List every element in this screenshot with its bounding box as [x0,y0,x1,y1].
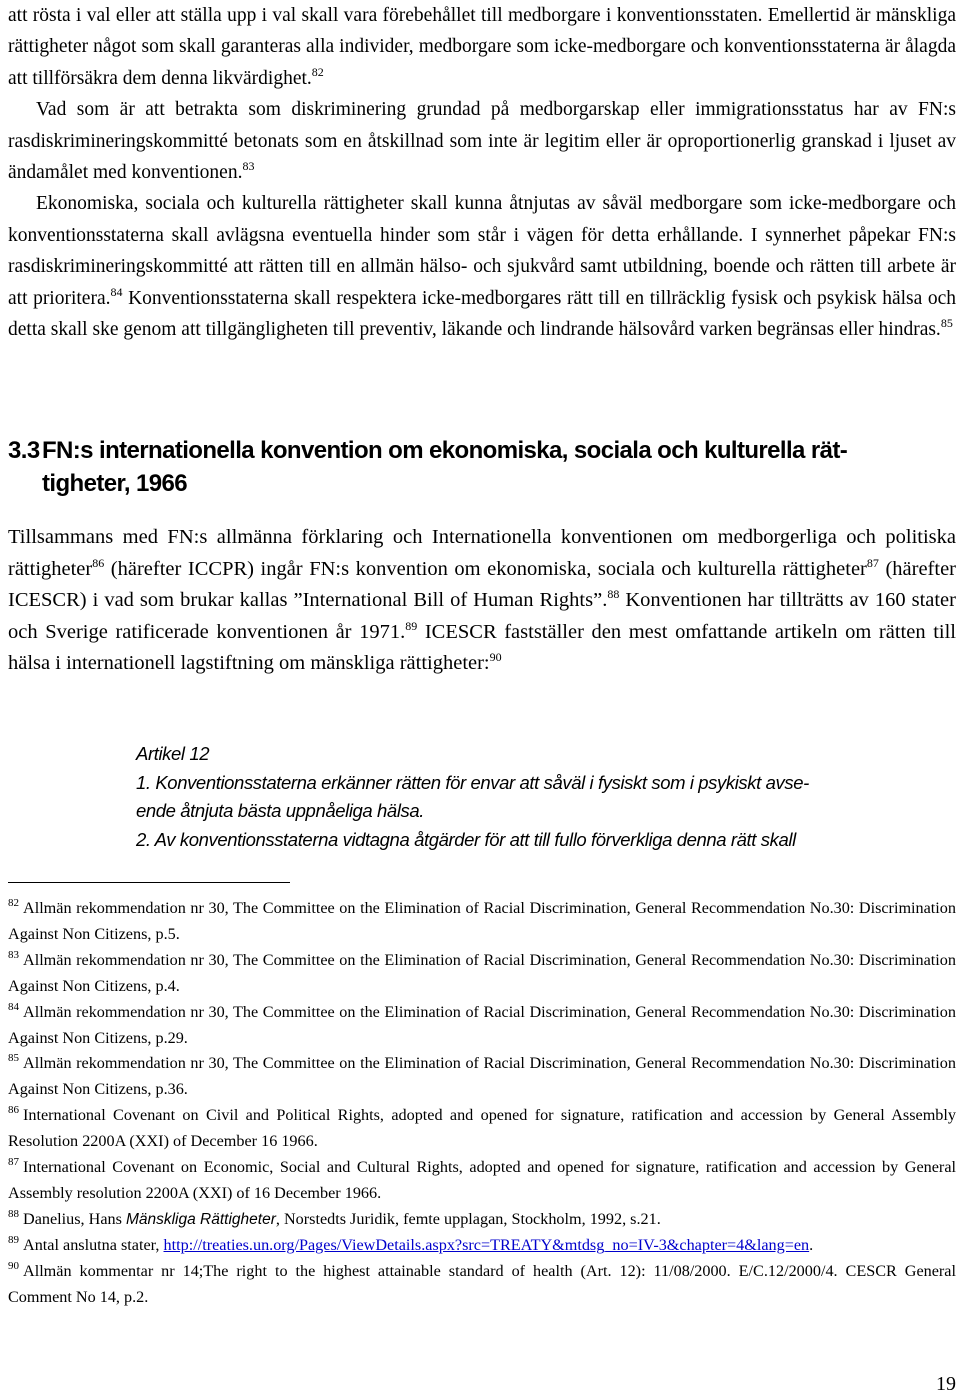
footnote-88 [8,1207,956,1233]
quote-item-1-line-2: ende åtnjuta bästa uppnåeliga hälsa. [136,800,425,822]
footnote-number: 84 [8,1000,19,1013]
section-title-line-2: tigheter, 1966 [42,470,188,497]
footnote-number: 89 [8,1233,19,1246]
footnote-number: 88 [8,1207,19,1220]
document-page [8,0,956,1306]
section-heading [8,434,956,500]
footnote-number: 82 [8,897,19,909]
footnote-ref-87[interactable]: 87 [866,555,879,570]
footnote-text: Allmän rekommendation nr 30, The Committee on the Elimination of Racial Discrimination, General Recommendation No.30: Discrimination Against Non Citizens, p.4. [8,950,956,995]
footnote-85 [8,1051,956,1103]
section-text-e: ICESCR fastställer den mest omfattande artikeln om rätten till hälsa i internationell lagstiftning om mänskliga rättigheter: [8,620,956,674]
footnote-ref-88[interactable]: 88 [607,587,620,601]
footnote-text: Danelius, Hans [23,1209,126,1228]
footnote-84 [8,1000,956,1052]
section-text-c: (härefter ICESCR) i vad som brukar kallas ”International Bill of Human Rights”. [8,557,956,611]
paragraph-3-text-b: Konventionsstaterna skall respektera icke-medborgares rätt till en tillräcklig fysisk och psykisk hälsa och detta skall ske genom att tillgängligheten till preventiv, läkande och lindrande hälsovård varken begränsas eller hindras. [8,287,956,341]
footnote-90 [8,1259,956,1311]
footnote-ref-85[interactable]: 85 [940,316,953,331]
paragraph-1 [8,0,956,94]
footnote-ref-84[interactable]: 84 [110,284,123,299]
footnote-text: , Norstedts Juridik, femte upplagan, Stockholm, 1992, s.21. [275,1209,661,1228]
quote-item-2: 2. Av konventionsstaterna vidtagna åtgärder för att till fullo förverkliga denna rätt skall [136,829,796,851]
footnote-text: Allmän rekommendation nr 30, The Committee on the Elimination of Racial Discrimination, General Recommendation No.30: Discrimination Against Non Citizens, p.5. [8,899,956,943]
paragraph-2 [8,94,956,188]
footnote-text: Allmän rekommendation nr 30, The Committee on the Elimination of Racial Discrimination, General Recommendation No.30: Discrimination Against Non Citizens, p.36. [8,1054,956,1099]
footnote-text: Allmän rekommendation nr 30, The Committee on the Elimination of Racial Discrimination, General Recommendation No.30: Discrimination Against Non Citizens, p.29. [8,1002,956,1047]
footnote-number: 87 [8,1156,19,1169]
book-title: Mänskliga Rättigheter [125,1210,276,1228]
paragraph-1-text: att rösta i val eller att ställa upp i val skall vara förebehållet till medborgare i konventionsstaten. Emellertid är mänskliga rättigheter något som skall garanteras alla individer, medborgare som icke-medborgare och konventionsstaterna är ålagda att tillförsäkra dem denna likvärdighet. [8,5,956,89]
section-title-line-1: FN:s internationella konvention om ekonomiska, sociala och kulturella rät- [42,437,848,464]
footnote-89 [8,1233,956,1259]
section-number: 3.3 [8,437,40,464]
paragraph-3-text-a: Ekonomiska, sociala och kulturella rättigheter skall kunna åtnjutas av såväl medborgare som icke-medborgare och konventionsstaterna skall avlägsna eventuella hinder som står i vägen för detta erhållande. I synnerhet påpekar FN:s rasdiskrimineringskommitté att rätten till en allmän hälso- och sjukvård samt utbildning, boende och rätten till arbete är att prioritera. [8,193,956,309]
intro-text [8,0,956,345]
footnote-text: International Covenant on Civil and Political Rights, adopted and opened for signature, ratification and accession by General Assembly Resolution 2200A (XXI) of December 16 1966. [8,1106,956,1151]
footnote-86 [8,1103,956,1155]
footnote-87 [8,1155,956,1207]
section-paragraph [8,522,956,680]
footnote-ref-86[interactable]: 86 [92,555,105,570]
footnote-ref-82[interactable]: 82 [311,64,324,79]
footnote-number: 90 [8,1259,19,1272]
footnote-text: . [809,1235,814,1254]
footnotes [8,896,956,1311]
footnote-number: 83 [8,948,19,961]
footnote-text: Antal anslutna stater, [23,1235,164,1254]
footnote-divider [8,882,290,883]
footnote-text: Allmän kommentar nr 14;The right to the highest attainable standard of health (Art. 12): 11/08/2000. E/C.12/2000/4. CESCR General Comment No 14, p.2. [8,1261,956,1306]
footnote-number: 85 [8,1052,19,1065]
section-text-b: (härefter ICCPR) ingår FN:s konvention om ekonomiska, sociala och kulturella rättigheter [104,557,867,580]
footnote-83 [8,948,956,1000]
paragraph-3 [8,188,956,345]
footnote-number: 86 [8,1104,19,1117]
section-text-d: Konventionen har tillträtts av 160 stater och Sverige ratificerade konventionen år 1971. [8,589,956,643]
footnote-82 [8,896,956,948]
article-quote [136,740,916,855]
footnote-ref-90[interactable]: 90 [489,650,502,664]
quote-article-title: Artikel 12 [136,743,210,764]
section-text-a: Tillsammans med FN:s allmänna förklaring och Internationella konventionen om medborgerliga och politiska rättigheter [8,526,956,580]
paragraph-2-text: Vad som är att betrakta som diskriminering grundad på medborgarskap eller immigrationsstatus har av FN:s rasdiskrimineringskommitté betonats som en åtskillnad som inte är legitim eller är oproportionerlig granskad i ljuset av ändamålet med konventionen. [8,99,956,184]
quote-item-1-line-1: 1. Konventionsstaterna erkänner rätten för envar att såväl i fysiskt som i psykiskt avse- [136,771,809,793]
footnote-ref-89[interactable]: 89 [405,618,418,633]
footnote-ref-83[interactable]: 83 [242,159,255,174]
treaty-link[interactable]: http://treaties.un.org/Pages/ViewDetails.aspx?src=TREATY&mtdsg_no=IV-3&chapter=4&lang=en [163,1235,810,1254]
footnote-text: International Covenant on Economic, Social and Cultural Rights, adopted and opened for signature, ratification and accession by General Assembly resolution 2200A (XXI) of 16 December 1966. [8,1158,956,1202]
page-number: 19 [936,1373,956,1395]
